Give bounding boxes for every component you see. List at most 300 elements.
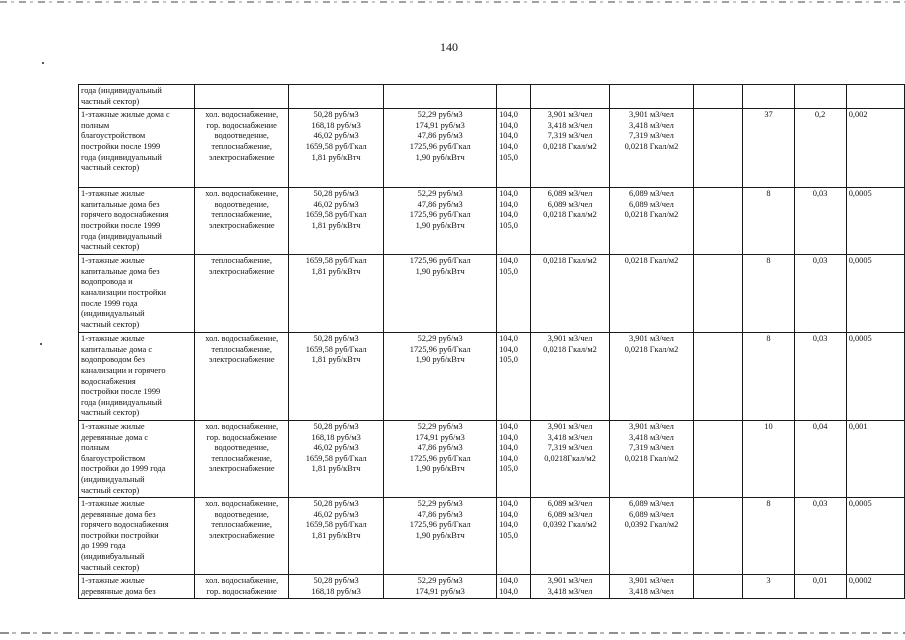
- cell-line: 0,03: [812, 499, 828, 509]
- cell-line: гор. водоснабжение: [206, 120, 277, 130]
- cell-line: 0,0218 Гкал/м2: [543, 210, 597, 220]
- cell-line: 104,0: [499, 131, 518, 141]
- cell-line: 104,0: [499, 210, 518, 220]
- cell-line: 50,28 руб/м3: [313, 334, 359, 344]
- cell-line: постройки после 1999: [81, 141, 161, 151]
- cell-line: 6,089 м3/чел: [547, 499, 593, 509]
- cell-line: 168,18 руб/м3: [311, 586, 361, 596]
- cell-line: 3,418 м3/чел: [629, 432, 674, 442]
- cell-line: 174,91 руб/м3: [415, 120, 465, 130]
- cell-line: 0,0392 Гкал/м2: [543, 520, 597, 530]
- cell-line: постройки после 1999: [81, 387, 161, 397]
- growth-index-cell: [497, 255, 531, 333]
- table-row: [79, 109, 905, 188]
- cell-line: хол. водоснабжение,: [205, 576, 279, 586]
- cell-line: 1,90 руб/кВтч: [415, 266, 465, 276]
- cell-line: водоотведение,: [214, 443, 269, 453]
- cell-line: 104,0: [499, 141, 518, 151]
- cell-line: 0,0218 Гкал/м2: [624, 256, 679, 266]
- blank-cell: [693, 420, 743, 497]
- building-type-cell: [79, 109, 195, 188]
- cell-line: 104,0: [499, 520, 518, 530]
- weight-cell: [846, 109, 904, 188]
- cell-line: 105,0: [499, 355, 518, 365]
- count-cell: [743, 109, 794, 188]
- cell-line: 47,86 руб/м3: [417, 443, 463, 453]
- cell-line: 104,0: [499, 120, 518, 130]
- cell-line: 1,81 руб/кВтч: [311, 530, 361, 540]
- scan-edge-bottom: [0, 632, 905, 634]
- cell-line: года (индивидуальный: [81, 86, 162, 95]
- cell-line: деревянные дома без: [81, 509, 156, 519]
- cell-line: 1-этажные жилые дома с: [81, 110, 170, 120]
- share-cell: [794, 255, 846, 333]
- cell-line: 0,0005: [848, 499, 872, 509]
- cell-line: 3,418 м3/чел: [547, 586, 593, 596]
- building-type-cell: [79, 498, 195, 575]
- cell-line: 105,0: [499, 266, 518, 276]
- cell-line: 1659,58 руб/Гкал: [305, 344, 367, 354]
- cell-line: частный сектор): [81, 96, 140, 106]
- cell-line: 1725,96 руб/Гкал: [409, 453, 471, 463]
- growth-index-cell: [497, 498, 531, 575]
- cell-line: 104,0: [499, 576, 518, 586]
- tariff-base-cell: [289, 575, 384, 599]
- cell-line: теплоснабжение,: [211, 141, 272, 151]
- share-cell: [794, 333, 846, 421]
- cell-line: капитальные дома без: [81, 199, 160, 209]
- cell-line: 1-этажные жилые: [81, 189, 145, 199]
- cell-line: частный сектор): [81, 163, 140, 173]
- cell-line: водоотведение,: [214, 131, 269, 141]
- blank-cell: [693, 109, 743, 188]
- cell-line: 1,90 руб/кВтч: [415, 152, 465, 162]
- cell-line: хол. водоснабжение,: [205, 499, 279, 509]
- table-row: [79, 255, 905, 333]
- cell-line: 46,02 руб/м3: [313, 443, 359, 453]
- count-cell: [743, 188, 794, 255]
- cell-line: 6,089 м3/чел: [547, 189, 593, 199]
- cell-line: 0,0218 Гкал/м2: [624, 141, 679, 151]
- growth-index-cell: [497, 575, 531, 599]
- cell-line: 3,418 м3/чел: [547, 120, 593, 130]
- cell-line: 1,81 руб/кВтч: [311, 355, 361, 365]
- tariff-new-cell: [384, 498, 497, 575]
- cell-line: 47,86 руб/м3: [417, 509, 463, 519]
- tariff-new-cell: [384, 255, 497, 333]
- cell-line: 1659,58 руб/Гкал: [305, 453, 367, 463]
- cell-line: 52,29 руб/м3: [417, 110, 463, 120]
- cell-line: 0,0218 Гкал/м2: [543, 141, 597, 151]
- share-cell: [794, 420, 846, 497]
- cell-line: 104,0: [499, 509, 518, 519]
- cell-line: 46,02 руб/м3: [313, 509, 359, 519]
- weight-cell: [846, 188, 904, 255]
- tariff-base-cell: [289, 420, 384, 497]
- cell-line: благоустройством: [81, 131, 146, 141]
- cell-line: 105,0: [499, 152, 518, 162]
- cell-line: электроснабжение: [208, 220, 275, 230]
- cell-line: 0,03: [812, 256, 828, 266]
- utility-services-cell: [195, 188, 289, 255]
- cell-line: 104,0: [499, 199, 518, 209]
- cell-line: 105,0: [499, 220, 518, 230]
- cell-line: 104,0: [499, 256, 518, 266]
- utility-services-cell: [195, 420, 289, 497]
- cell-line: 6,089 м3/чел: [629, 499, 674, 509]
- weight-cell: [846, 85, 904, 109]
- cell-line: 1-этажные жилые: [81, 576, 145, 586]
- norm-base-cell: [530, 188, 609, 255]
- table-row: [79, 85, 905, 109]
- cell-line: теплоснабжение,: [211, 520, 272, 530]
- cell-line: 52,29 руб/м3: [417, 576, 463, 586]
- cell-line: благоустройством: [81, 453, 146, 463]
- blank-cell: [693, 333, 743, 421]
- utility-services-cell: [195, 498, 289, 575]
- tariff-table: [78, 84, 905, 599]
- cell-line: 10: [764, 421, 773, 431]
- norm-base-cell: [530, 255, 609, 333]
- cell-line: 1,81 руб/кВтч: [311, 464, 361, 474]
- cell-line: 7,319 м3/чел: [547, 131, 593, 141]
- blank-cell: [693, 575, 743, 599]
- cell-line: постройки после 1999: [81, 220, 161, 230]
- norm-new-cell: [610, 333, 693, 421]
- tariff-base-cell: [289, 85, 384, 109]
- cell-line: водопровода и: [81, 277, 133, 287]
- cell-line: 47,86 руб/м3: [417, 199, 463, 209]
- cell-line: 168,18 руб/м3: [311, 120, 361, 130]
- cell-line: горячего водоснабжения: [81, 520, 169, 530]
- count-cell: [743, 333, 794, 421]
- cell-line: 3,901 м3/чел: [629, 110, 674, 120]
- cell-line: 1-этажные жилые: [81, 334, 145, 344]
- cell-line: 104,0: [499, 110, 518, 120]
- cell-line: 3,901 м3/чел: [629, 576, 674, 586]
- growth-index-cell: [497, 85, 531, 109]
- count-cell: [743, 498, 794, 575]
- weight-cell: [846, 498, 904, 575]
- cell-line: 0,0005: [848, 256, 872, 266]
- cell-line: 3,418 м3/чел: [629, 586, 674, 596]
- cell-line: водоотведение,: [214, 509, 269, 519]
- cell-line: 0,0218 Гкал/м2: [624, 210, 679, 220]
- cell-line: 50,28 руб/м3: [313, 189, 359, 199]
- norm-base-cell: [530, 333, 609, 421]
- cell-line: постройки до 1999 года: [81, 464, 166, 474]
- cell-line: 1,81 руб/кВтч: [311, 266, 361, 276]
- norm-new-cell: [610, 188, 693, 255]
- blank-cell: [693, 255, 743, 333]
- cell-line: 1-этажные жилые: [81, 499, 145, 509]
- tariff-base-cell: [289, 255, 384, 333]
- cell-line: 174,91 руб/м3: [415, 432, 465, 442]
- cell-line: 7,319 м3/чел: [629, 443, 674, 453]
- cell-line: 3,901 м3/чел: [547, 334, 593, 344]
- share-cell: [794, 188, 846, 255]
- cell-line: 1659,58 руб/Гкал: [305, 256, 367, 266]
- cell-line: 6,089 м3/чел: [547, 199, 593, 209]
- cell-line: хол. водоснабжение,: [205, 110, 279, 120]
- cell-line: капитальные дома без: [81, 266, 160, 276]
- growth-index-cell: [497, 109, 531, 188]
- cell-line: частный сектор): [81, 485, 140, 495]
- cell-line: частный сектор): [81, 242, 140, 252]
- cell-line: хол. водоснабжение,: [205, 421, 279, 431]
- table-row: [79, 333, 905, 421]
- cell-line: частный сектор): [81, 562, 140, 572]
- tariff-base-cell: [289, 188, 384, 255]
- tariff-new-cell: [384, 85, 497, 109]
- norm-new-cell: [610, 575, 693, 599]
- cell-line: полным: [81, 443, 110, 453]
- cell-line: 0,0005: [848, 189, 872, 199]
- cell-line: 1-этажные жилые: [81, 421, 145, 431]
- cell-line: 0,01: [812, 576, 828, 586]
- norm-new-cell: [610, 109, 693, 188]
- tariff-base-cell: [289, 498, 384, 575]
- cell-line: 3,418 м3/чел: [629, 120, 674, 130]
- cell-line: водоснабжения: [81, 376, 136, 386]
- cell-line: до 1999 года: [81, 541, 126, 551]
- utility-services-cell: [195, 255, 289, 333]
- cell-line: полным: [81, 120, 110, 130]
- blank-cell: [693, 85, 743, 109]
- cell-line: водопроводом без: [81, 355, 145, 365]
- cell-line: 1-этажные жилые: [81, 256, 145, 266]
- weight-cell: [846, 420, 904, 497]
- cell-line: 0,0002: [848, 576, 872, 586]
- cell-line: канализации постройки: [81, 287, 166, 297]
- weight-cell: [846, 255, 904, 333]
- cell-line: 1725,96 руб/Гкал: [409, 520, 471, 530]
- cell-line: 46,02 руб/м3: [313, 131, 359, 141]
- cell-line: канализации и горячего: [81, 365, 166, 375]
- cell-line: 0,0218Гкал/м2: [544, 453, 596, 463]
- norm-new-cell: [610, 498, 693, 575]
- cell-line: 0,0218 Гкал/м2: [624, 453, 679, 463]
- cell-line: электроснабжение: [208, 266, 275, 276]
- cell-line: теплоснабжение,: [211, 256, 272, 266]
- cell-line: (индивидуальный: [81, 474, 145, 484]
- tariff-new-cell: [384, 188, 497, 255]
- utility-services-cell: [195, 333, 289, 421]
- cell-line: 37: [764, 110, 773, 120]
- cell-line: 104,0: [499, 453, 518, 463]
- cell-line: хол. водоснабжение,: [205, 334, 279, 344]
- tariff-base-cell: [289, 333, 384, 421]
- cell-line: 7,319 м3/чел: [629, 131, 674, 141]
- weight-cell: [846, 333, 904, 421]
- cell-line: 52,29 руб/м3: [417, 421, 463, 431]
- growth-index-cell: [497, 188, 531, 255]
- cell-line: 104,0: [499, 344, 518, 354]
- cell-line: 104,0: [499, 586, 518, 596]
- cell-line: 3,901 м3/чел: [547, 421, 593, 431]
- tariff-new-cell: [384, 333, 497, 421]
- cell-line: 6,089 м3/чел: [629, 189, 674, 199]
- tariff-base-cell: [289, 109, 384, 188]
- scan-edge-top: [0, 1, 905, 3]
- utility-services-cell: [195, 575, 289, 599]
- utility-services-cell: [195, 85, 289, 109]
- cell-line: электроснабжение: [208, 464, 275, 474]
- cell-line: 1,90 руб/кВтч: [415, 530, 465, 540]
- cell-line: 50,28 руб/м3: [313, 421, 359, 431]
- cell-line: 8: [766, 189, 771, 199]
- norm-base-cell: [530, 498, 609, 575]
- cell-line: 1659,58 руб/Гкал: [305, 520, 367, 530]
- cell-line: электроснабжение: [208, 530, 275, 540]
- cell-line: 6,089 м3/чел: [629, 199, 674, 209]
- cell-line: хол. водоснабжение,: [205, 189, 279, 199]
- tariff-new-cell: [384, 575, 497, 599]
- cell-line: 3,418 м3/чел: [547, 432, 593, 442]
- table-row: [79, 420, 905, 497]
- norm-base-cell: [530, 85, 609, 109]
- cell-line: 0,002: [848, 110, 868, 120]
- page-number: 140: [440, 40, 458, 54]
- cell-line: 1659,58 руб/Гкал: [305, 210, 367, 220]
- cell-line: 0,0218 Гкал/м2: [543, 344, 597, 354]
- cell-line: деревянные дома с: [81, 432, 149, 442]
- cell-line: 1659,58 руб/Гкал: [305, 141, 367, 151]
- cell-line: 168,18 руб/м3: [311, 432, 361, 442]
- cell-line: (индивибуальный: [81, 552, 145, 562]
- cell-line: теплоснабжение,: [211, 210, 272, 220]
- table-row: [79, 575, 905, 599]
- share-cell: [794, 498, 846, 575]
- cell-line: 104,0: [499, 432, 518, 442]
- cell-line: теплоснабжение,: [211, 344, 272, 354]
- count-cell: [743, 255, 794, 333]
- cell-line: 104,0: [499, 443, 518, 453]
- cell-line: 6,089 м3/чел: [547, 509, 593, 519]
- cell-line: 7,319 м3/чел: [547, 443, 593, 453]
- cell-line: 8: [766, 334, 771, 344]
- cell-line: 1,90 руб/кВтч: [415, 464, 465, 474]
- cell-line: (индивидуальный: [81, 309, 145, 319]
- cell-line: 6,089 м3/чел: [629, 509, 674, 519]
- cell-line: 1725,96 руб/Гкал: [409, 344, 471, 354]
- cell-line: 104,0: [499, 499, 518, 509]
- cell-line: года (индивидуальный: [81, 152, 162, 162]
- building-type-cell: [79, 420, 195, 497]
- cell-line: 104,0: [499, 421, 518, 431]
- cell-line: 104,0: [499, 189, 518, 199]
- tariff-new-cell: [384, 420, 497, 497]
- cell-line: 0,04: [812, 421, 828, 431]
- cell-line: 8: [766, 256, 771, 266]
- cell-line: 50,28 руб/м3: [313, 110, 359, 120]
- utility-services-cell: [195, 109, 289, 188]
- cell-line: 0,0218 Гкал/м2: [543, 256, 597, 266]
- cell-line: электроснабжение: [208, 152, 275, 162]
- cell-line: 0,03: [812, 334, 828, 344]
- cell-line: 174,91 руб/м3: [415, 586, 465, 596]
- cell-line: 1,81 руб/кВтч: [311, 152, 361, 162]
- table-row: [79, 498, 905, 575]
- count-cell: [743, 420, 794, 497]
- growth-index-cell: [497, 333, 531, 421]
- tariff-new-cell: [384, 109, 497, 188]
- cell-line: электроснабжение: [208, 355, 275, 365]
- cell-line: 52,29 руб/м3: [417, 189, 463, 199]
- cell-line: 0,0218 Гкал/м2: [624, 344, 679, 354]
- cell-line: 47,86 руб/м3: [417, 131, 463, 141]
- cell-line: 50,28 руб/м3: [313, 499, 359, 509]
- cell-line: частный сектор): [81, 319, 140, 329]
- cell-line: 8: [766, 499, 771, 509]
- cell-line: после 1999 года: [81, 298, 138, 308]
- share-cell: [794, 109, 846, 188]
- cell-line: 105,0: [499, 464, 518, 474]
- cell-line: 52,29 руб/м3: [417, 499, 463, 509]
- cell-line: 3,901 м3/чел: [547, 576, 593, 586]
- cell-line: 50,28 руб/м3: [313, 576, 359, 586]
- cell-line: частный сектор): [81, 408, 140, 418]
- cell-line: 0,0005: [848, 334, 872, 344]
- table-row: [79, 188, 905, 255]
- cell-line: 3: [766, 576, 771, 586]
- cell-line: 104,0: [499, 334, 518, 344]
- cell-line: 0,0392 Гкал/м2: [624, 520, 679, 530]
- cell-line: капитальные дома с: [81, 344, 153, 354]
- share-cell: [794, 85, 846, 109]
- growth-index-cell: [497, 420, 531, 497]
- cell-line: 1725,96 руб/Гкал: [409, 210, 471, 220]
- cell-line: года (индивидуальный: [81, 397, 162, 407]
- cell-line: постройки постройки: [81, 530, 159, 540]
- cell-line: деревянные дома без: [81, 586, 156, 596]
- cell-line: 1,90 руб/кВтч: [415, 220, 465, 230]
- norm-new-cell: [610, 420, 693, 497]
- blank-cell: [693, 188, 743, 255]
- building-type-cell: [79, 575, 195, 599]
- cell-line: гор. водоснабжение: [206, 586, 277, 596]
- cell-line: 0,001: [848, 421, 868, 431]
- blank-cell: [693, 498, 743, 575]
- building-type-cell: [79, 85, 195, 109]
- cell-line: 1725,96 руб/Гкал: [409, 141, 471, 151]
- norm-new-cell: [610, 85, 693, 109]
- cell-line: 0,03: [812, 189, 828, 199]
- norm-new-cell: [610, 255, 693, 333]
- building-type-cell: [79, 333, 195, 421]
- cell-line: года (индивидуальный: [81, 231, 162, 241]
- building-type-cell: [79, 188, 195, 255]
- cell-line: 0,2: [814, 110, 826, 120]
- count-cell: [743, 85, 794, 109]
- cell-line: 3,901 м3/чел: [629, 334, 674, 344]
- cell-line: 3,901 м3/чел: [629, 421, 674, 431]
- building-type-cell: [79, 255, 195, 333]
- cell-line: гор. водоснабжение: [206, 432, 277, 442]
- cell-line: 3,901 м3/чел: [547, 110, 593, 120]
- cell-line: 1,81 руб/кВтч: [311, 220, 361, 230]
- cell-line: 1,90 руб/кВтч: [415, 355, 465, 365]
- share-cell: [794, 575, 846, 599]
- norm-base-cell: [530, 575, 609, 599]
- cell-line: горячего водоснабжения: [81, 210, 169, 220]
- scan-speck: [40, 343, 42, 345]
- norm-base-cell: [530, 420, 609, 497]
- count-cell: [743, 575, 794, 599]
- cell-line: теплоснабжение,: [211, 453, 272, 463]
- weight-cell: [846, 575, 904, 599]
- norm-base-cell: [530, 109, 609, 188]
